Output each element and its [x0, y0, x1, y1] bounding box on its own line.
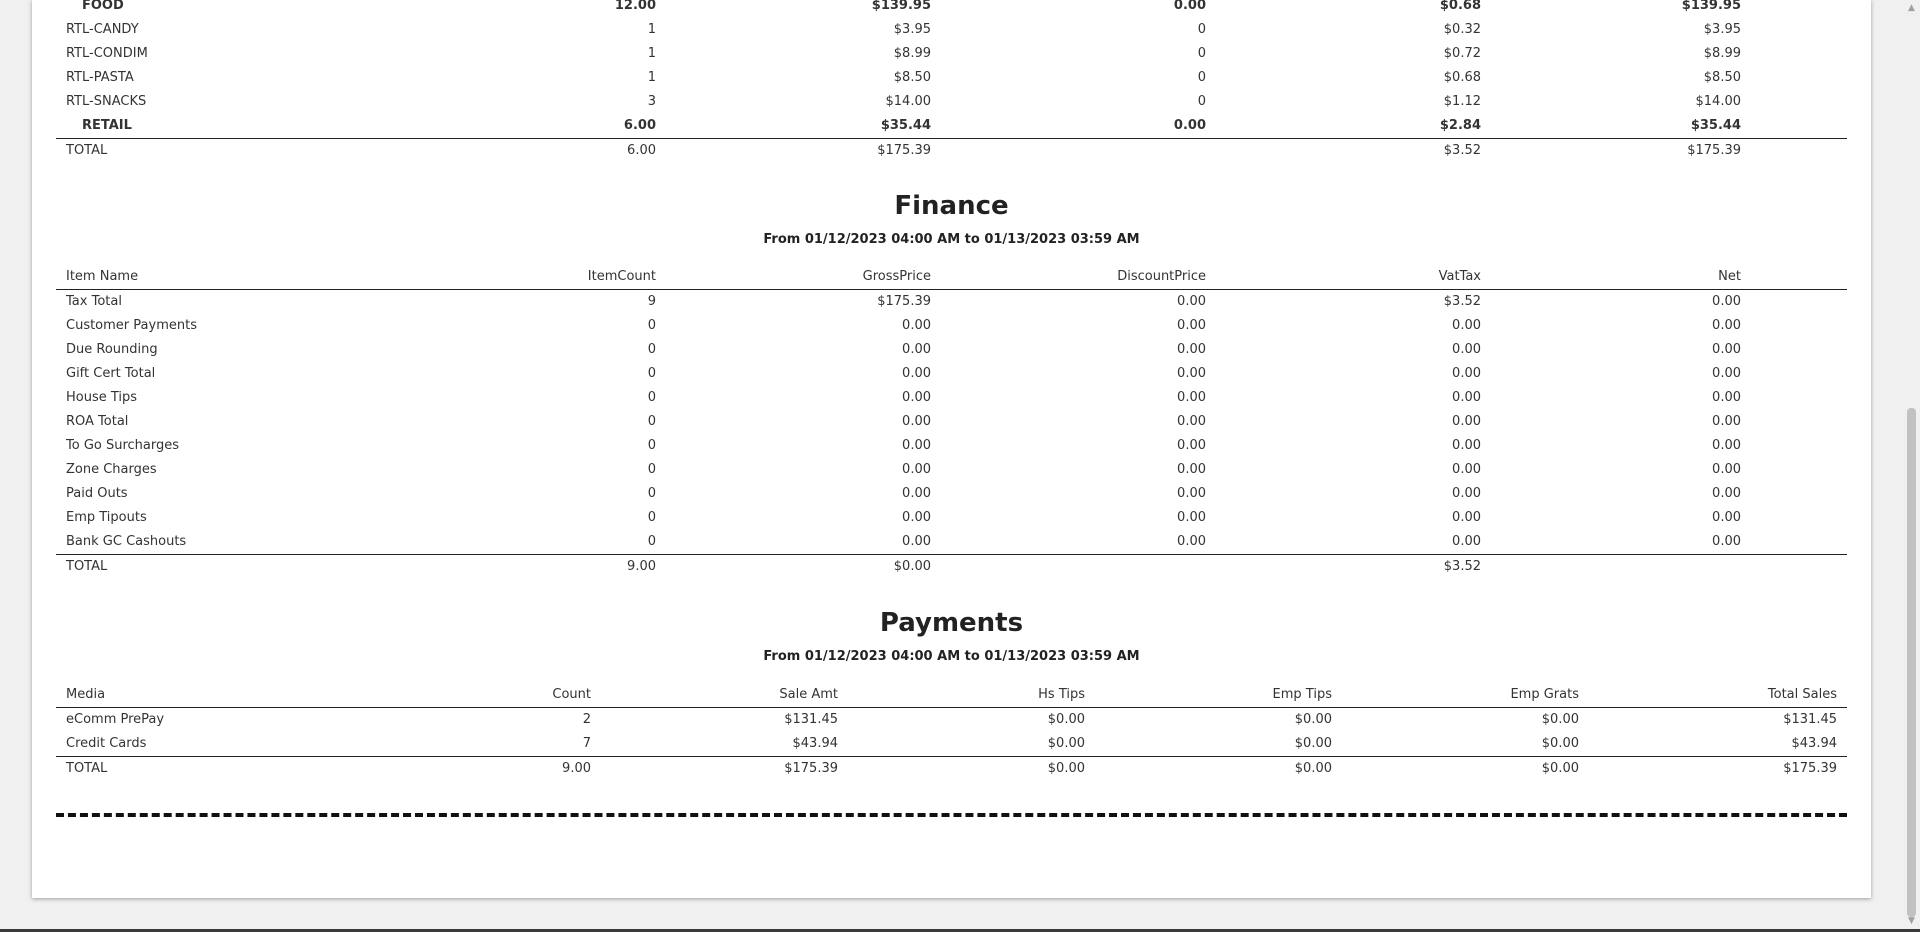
- finance-cell: 0.00: [902, 342, 931, 357]
- finance-cell: 0.00: [1452, 342, 1481, 357]
- finance-header-item-name: Item Name: [56, 265, 336, 290]
- retail-cell-count: 1: [647, 22, 656, 37]
- payments-table: [56, 683, 1847, 781]
- payments-header-emp-grats: Emp Grats: [1342, 683, 1589, 708]
- payments-cell: $0.00: [1047, 712, 1085, 727]
- payments-total-cell: $175.39: [1589, 757, 1847, 782]
- finance-cell: 0: [647, 318, 656, 333]
- retail-table: [56, 0, 1847, 163]
- finance-total-cell: [941, 555, 1216, 580]
- finance-header-row: [56, 265, 1847, 290]
- payments-cell: eComm PrePay: [66, 712, 165, 727]
- retail-cell-name: RTL-PASTA: [66, 70, 134, 85]
- payments-header-total-sales: Total Sales: [1589, 683, 1847, 708]
- finance-cell: 0.00: [902, 414, 931, 429]
- finance-cell-spacer: [1751, 434, 1847, 458]
- payments-header-sale-amt: Sale Amt: [601, 683, 848, 708]
- retail-cell-count: 1: [647, 70, 656, 85]
- finance-row: [56, 290, 1847, 315]
- payments-date-range: From 01/12/2023 04:00 AM to 01/13/2023 03:59 AM: [763, 649, 1140, 664]
- payments-cell: $43.94: [1791, 736, 1837, 751]
- finance-cell: 0.00: [902, 390, 931, 405]
- retail-cell-gross: $14.00: [885, 94, 931, 109]
- finance-row: [56, 314, 1847, 338]
- payments-total-cell: $0.00: [848, 757, 1095, 782]
- finance-row: [56, 482, 1847, 506]
- finance-cell: 0.00: [1712, 486, 1741, 501]
- finance-row: [56, 362, 1847, 386]
- payments-cell: $0.00: [1047, 736, 1085, 751]
- retail-total-net: $175.39: [1491, 139, 1751, 164]
- retail-cell-discount: 0: [1197, 22, 1206, 37]
- payments-header-media: Media: [56, 683, 336, 708]
- retail-total-vat: $3.52: [1216, 139, 1491, 164]
- payments-cell: $0.00: [1541, 736, 1579, 751]
- finance-cell: 0: [647, 342, 656, 357]
- retail-cell-gross: $35.44: [880, 118, 931, 133]
- finance-cell: 0.00: [1712, 294, 1741, 309]
- finance-cell: 0.00: [902, 510, 931, 525]
- finance-cell: 0: [647, 366, 656, 381]
- finance-cell: 9: [647, 294, 656, 309]
- finance-row: [56, 434, 1847, 458]
- finance-cell-spacer: [1751, 362, 1847, 386]
- finance-cell: ROA Total: [66, 414, 129, 429]
- payments-cell: $0.00: [1294, 736, 1332, 751]
- retail-cell-net: $35.44: [1690, 118, 1741, 133]
- finance-cell: 0: [647, 462, 656, 477]
- finance-cell-spacer: [1751, 410, 1847, 434]
- retail-cell-discount: 0.00: [1173, 0, 1206, 13]
- finance-cell: 0.00: [1452, 462, 1481, 477]
- finance-header-discount-price: DiscountPrice: [941, 265, 1216, 290]
- retail-cell-net: $3.95: [1703, 22, 1741, 37]
- finance-date-range: From 01/12/2023 04:00 AM to 01/13/2023 03:59 AM: [763, 232, 1140, 247]
- finance-row: [56, 530, 1847, 555]
- finance-cell: 0.00: [1712, 414, 1741, 429]
- payments-cell: 7: [582, 736, 591, 751]
- finance-cell: 0.00: [902, 318, 931, 333]
- finance-cell: 0.00: [1177, 294, 1206, 309]
- finance-cell: Zone Charges: [66, 462, 157, 477]
- retail-cell-discount: 0: [1197, 94, 1206, 109]
- retail-cell-spacer: [1751, 90, 1847, 114]
- retail-cell-spacer: [1751, 0, 1847, 18]
- retail-row: [56, 0, 1847, 18]
- payments-title: Payments: [879, 608, 1024, 638]
- retail-row: [56, 90, 1847, 114]
- retail-cell-spacer: [1751, 42, 1847, 66]
- retail-cell-vat: $0.68: [1439, 0, 1481, 13]
- finance-cell: 0: [647, 510, 656, 525]
- payments-cell: $0.00: [1294, 712, 1332, 727]
- payments-row: [56, 708, 1847, 733]
- finance-row: [56, 458, 1847, 482]
- finance-cell: 0.00: [1177, 486, 1206, 501]
- payments-cell: Credit Cards: [66, 736, 147, 751]
- retail-row: [56, 66, 1847, 90]
- payments-total-row: [56, 757, 1847, 782]
- retail-cell-net: $8.50: [1703, 70, 1741, 85]
- finance-cell: 0.00: [1712, 438, 1741, 453]
- retail-cell-gross: $8.99: [893, 46, 931, 61]
- finance-cell: 0.00: [902, 486, 931, 501]
- retail-cell-count: 3: [647, 94, 656, 109]
- finance-cell: 0.00: [902, 534, 931, 549]
- finance-cell: 0.00: [1712, 342, 1741, 357]
- finance-cell-spacer: [1751, 482, 1847, 506]
- finance-total-cell: $3.52: [1216, 555, 1491, 580]
- finance-cell: 0.00: [1712, 462, 1741, 477]
- finance-cell: 0.00: [1452, 510, 1481, 525]
- retail-cell-vat: $1.12: [1443, 94, 1481, 109]
- retail-cell-name: FOOD: [82, 0, 124, 13]
- retail-cell-count: 6.00: [623, 118, 656, 133]
- payments-cell: $131.45: [1783, 712, 1837, 727]
- retail-cell-count: 1: [647, 46, 656, 61]
- retail-total-discount: [941, 139, 1216, 164]
- payments-header-emp-tips: Emp Tips: [1095, 683, 1342, 708]
- retail-row: [56, 42, 1847, 66]
- finance-cell: Tax Total: [66, 294, 122, 309]
- finance-cell: 0.00: [1177, 462, 1206, 477]
- finance-cell: 0.00: [1452, 318, 1481, 333]
- finance-total-spacer: [1751, 555, 1847, 580]
- retail-cell-spacer: [1751, 66, 1847, 90]
- finance-cell: 0.00: [1712, 390, 1741, 405]
- finance-cell-spacer: [1751, 458, 1847, 482]
- retail-cell-name: RETAIL: [82, 118, 132, 133]
- finance-cell: 0.00: [1712, 534, 1741, 549]
- finance-cell-spacer: [1751, 530, 1847, 555]
- finance-cell: 0.00: [1452, 486, 1481, 501]
- retail-cell-vat: $0.68: [1443, 70, 1481, 85]
- retail-cell-name: RTL-CONDIM: [66, 46, 148, 61]
- finance-cell: House Tips: [66, 390, 138, 405]
- retail-total-row: [56, 139, 1847, 164]
- finance-cell-spacer: [1751, 290, 1847, 315]
- finance-cell: 0.00: [902, 366, 931, 381]
- scroll-down-arrow-icon[interactable]: ▼: [1908, 916, 1915, 926]
- payments-header-row: [56, 683, 1847, 708]
- finance-cell: 0.00: [902, 438, 931, 453]
- finance-title: Finance: [894, 191, 1009, 221]
- finance-cell: 0.00: [1177, 510, 1206, 525]
- retail-cell-gross: $3.95: [893, 22, 931, 37]
- payments-total-cell: TOTAL: [56, 757, 336, 782]
- payments-total-cell: $0.00: [1095, 757, 1342, 782]
- finance-cell: Due Rounding: [66, 342, 158, 357]
- finance-cell: 0: [647, 486, 656, 501]
- retail-cell-vat: $2.84: [1439, 118, 1481, 133]
- retail-row: [56, 114, 1847, 139]
- payments-cell: $131.45: [784, 712, 838, 727]
- finance-total-row: [56, 555, 1847, 580]
- finance-cell: 0.00: [1452, 534, 1481, 549]
- retail-cell-name: RTL-CANDY: [66, 22, 139, 37]
- finance-cell: 0.00: [1452, 366, 1481, 381]
- finance-total-cell: 9.00: [336, 555, 666, 580]
- retail-cell-gross: $139.95: [871, 0, 931, 13]
- payments-total-cell: $175.39: [601, 757, 848, 782]
- finance-cell: Customer Payments: [66, 318, 197, 333]
- scrollbar-thumb[interactable]: [1907, 408, 1916, 917]
- finance-cell: Bank GC Cashouts: [66, 534, 187, 549]
- payments-row: [56, 732, 1847, 757]
- payments-header-count: Count: [336, 683, 601, 708]
- finance-cell: 0.00: [1177, 318, 1206, 333]
- finance-cell: 0.00: [1177, 534, 1206, 549]
- retail-row: [56, 18, 1847, 42]
- finance-cell: 0.00: [902, 462, 931, 477]
- payments-header-hs-tips: Hs Tips: [848, 683, 1095, 708]
- retail-total-name: TOTAL: [56, 139, 336, 164]
- finance-cell: 0.00: [1452, 414, 1481, 429]
- retail-total-count: 6.00: [336, 139, 666, 164]
- retail-total-gross: $175.39: [666, 139, 941, 164]
- finance-cell: $3.52: [1443, 294, 1481, 309]
- finance-cell: 0: [647, 390, 656, 405]
- finance-header-spacer: [1751, 265, 1847, 290]
- finance-cell: 0: [647, 414, 656, 429]
- finance-cell: 0.00: [1177, 390, 1206, 405]
- finance-cell: 0.00: [1712, 366, 1741, 381]
- payments-total-cell: $0.00: [1342, 757, 1589, 782]
- finance-cell: 0.00: [1177, 438, 1206, 453]
- finance-cell: 0.00: [1177, 366, 1206, 381]
- finance-cell: $175.39: [877, 294, 931, 309]
- retail-cell-spacer: [1751, 18, 1847, 42]
- retail-cell-net: $139.95: [1681, 0, 1741, 13]
- retail-cell-count: 12.00: [614, 0, 656, 13]
- finance-row: [56, 386, 1847, 410]
- retail-cell-spacer: [1751, 114, 1847, 139]
- finance-total-cell: $0.00: [666, 555, 941, 580]
- finance-total-cell: [1491, 555, 1751, 580]
- finance-row: [56, 410, 1847, 434]
- retail-cell-net: $8.99: [1703, 46, 1741, 61]
- retail-cell-name: RTL-SNACKS: [66, 94, 147, 109]
- finance-cell: 0: [647, 438, 656, 453]
- retail-cell-discount: 0.00: [1173, 118, 1206, 133]
- finance-header-net: Net: [1491, 265, 1751, 290]
- retail-cell-vat: $0.72: [1443, 46, 1481, 61]
- retail-total-spacer: [1751, 139, 1847, 164]
- retail-cell-discount: 0: [1197, 46, 1206, 61]
- finance-cell: 0.00: [1177, 414, 1206, 429]
- payments-cell: $43.94: [792, 736, 838, 751]
- retail-cell-discount: 0: [1197, 70, 1206, 85]
- finance-cell-spacer: [1751, 386, 1847, 410]
- finance-row: [56, 338, 1847, 362]
- retail-cell-gross: $8.50: [893, 70, 931, 85]
- payments-cell: $0.00: [1541, 712, 1579, 727]
- finance-cell: 0.00: [1452, 390, 1481, 405]
- finance-cell: 0.00: [1712, 318, 1741, 333]
- finance-cell: 0.00: [1712, 510, 1741, 525]
- finance-cell: Paid Outs: [66, 486, 128, 501]
- finance-cell: To Go Surcharges: [66, 438, 180, 453]
- finance-total-cell: TOTAL: [56, 555, 336, 580]
- finance-cell-spacer: [1751, 314, 1847, 338]
- finance-cell-spacer: [1751, 338, 1847, 362]
- payments-total-cell: 9.00: [336, 757, 601, 782]
- report-end-divider: [56, 813, 1847, 817]
- finance-header-item-count: ItemCount: [336, 265, 666, 290]
- finance-cell: Emp Tipouts: [66, 510, 147, 525]
- vertical-scrollbar[interactable]: [1903, 0, 1920, 929]
- payments-cell: 2: [582, 712, 591, 727]
- finance-cell-spacer: [1751, 506, 1847, 530]
- finance-header-vat-tax: VatTax: [1216, 265, 1491, 290]
- finance-header-gross-price: GrossPrice: [666, 265, 941, 290]
- finance-row: [56, 506, 1847, 530]
- retail-cell-net: $14.00: [1695, 94, 1741, 109]
- retail-cell-vat: $0.32: [1443, 22, 1481, 37]
- finance-cell: 0.00: [1452, 438, 1481, 453]
- finance-table: [56, 265, 1847, 579]
- finance-cell: 0: [647, 534, 656, 549]
- finance-cell: 0.00: [1177, 342, 1206, 357]
- scroll-up-arrow-icon[interactable]: ▲: [1908, 3, 1915, 13]
- finance-cell: Gift Cert Total: [66, 366, 156, 381]
